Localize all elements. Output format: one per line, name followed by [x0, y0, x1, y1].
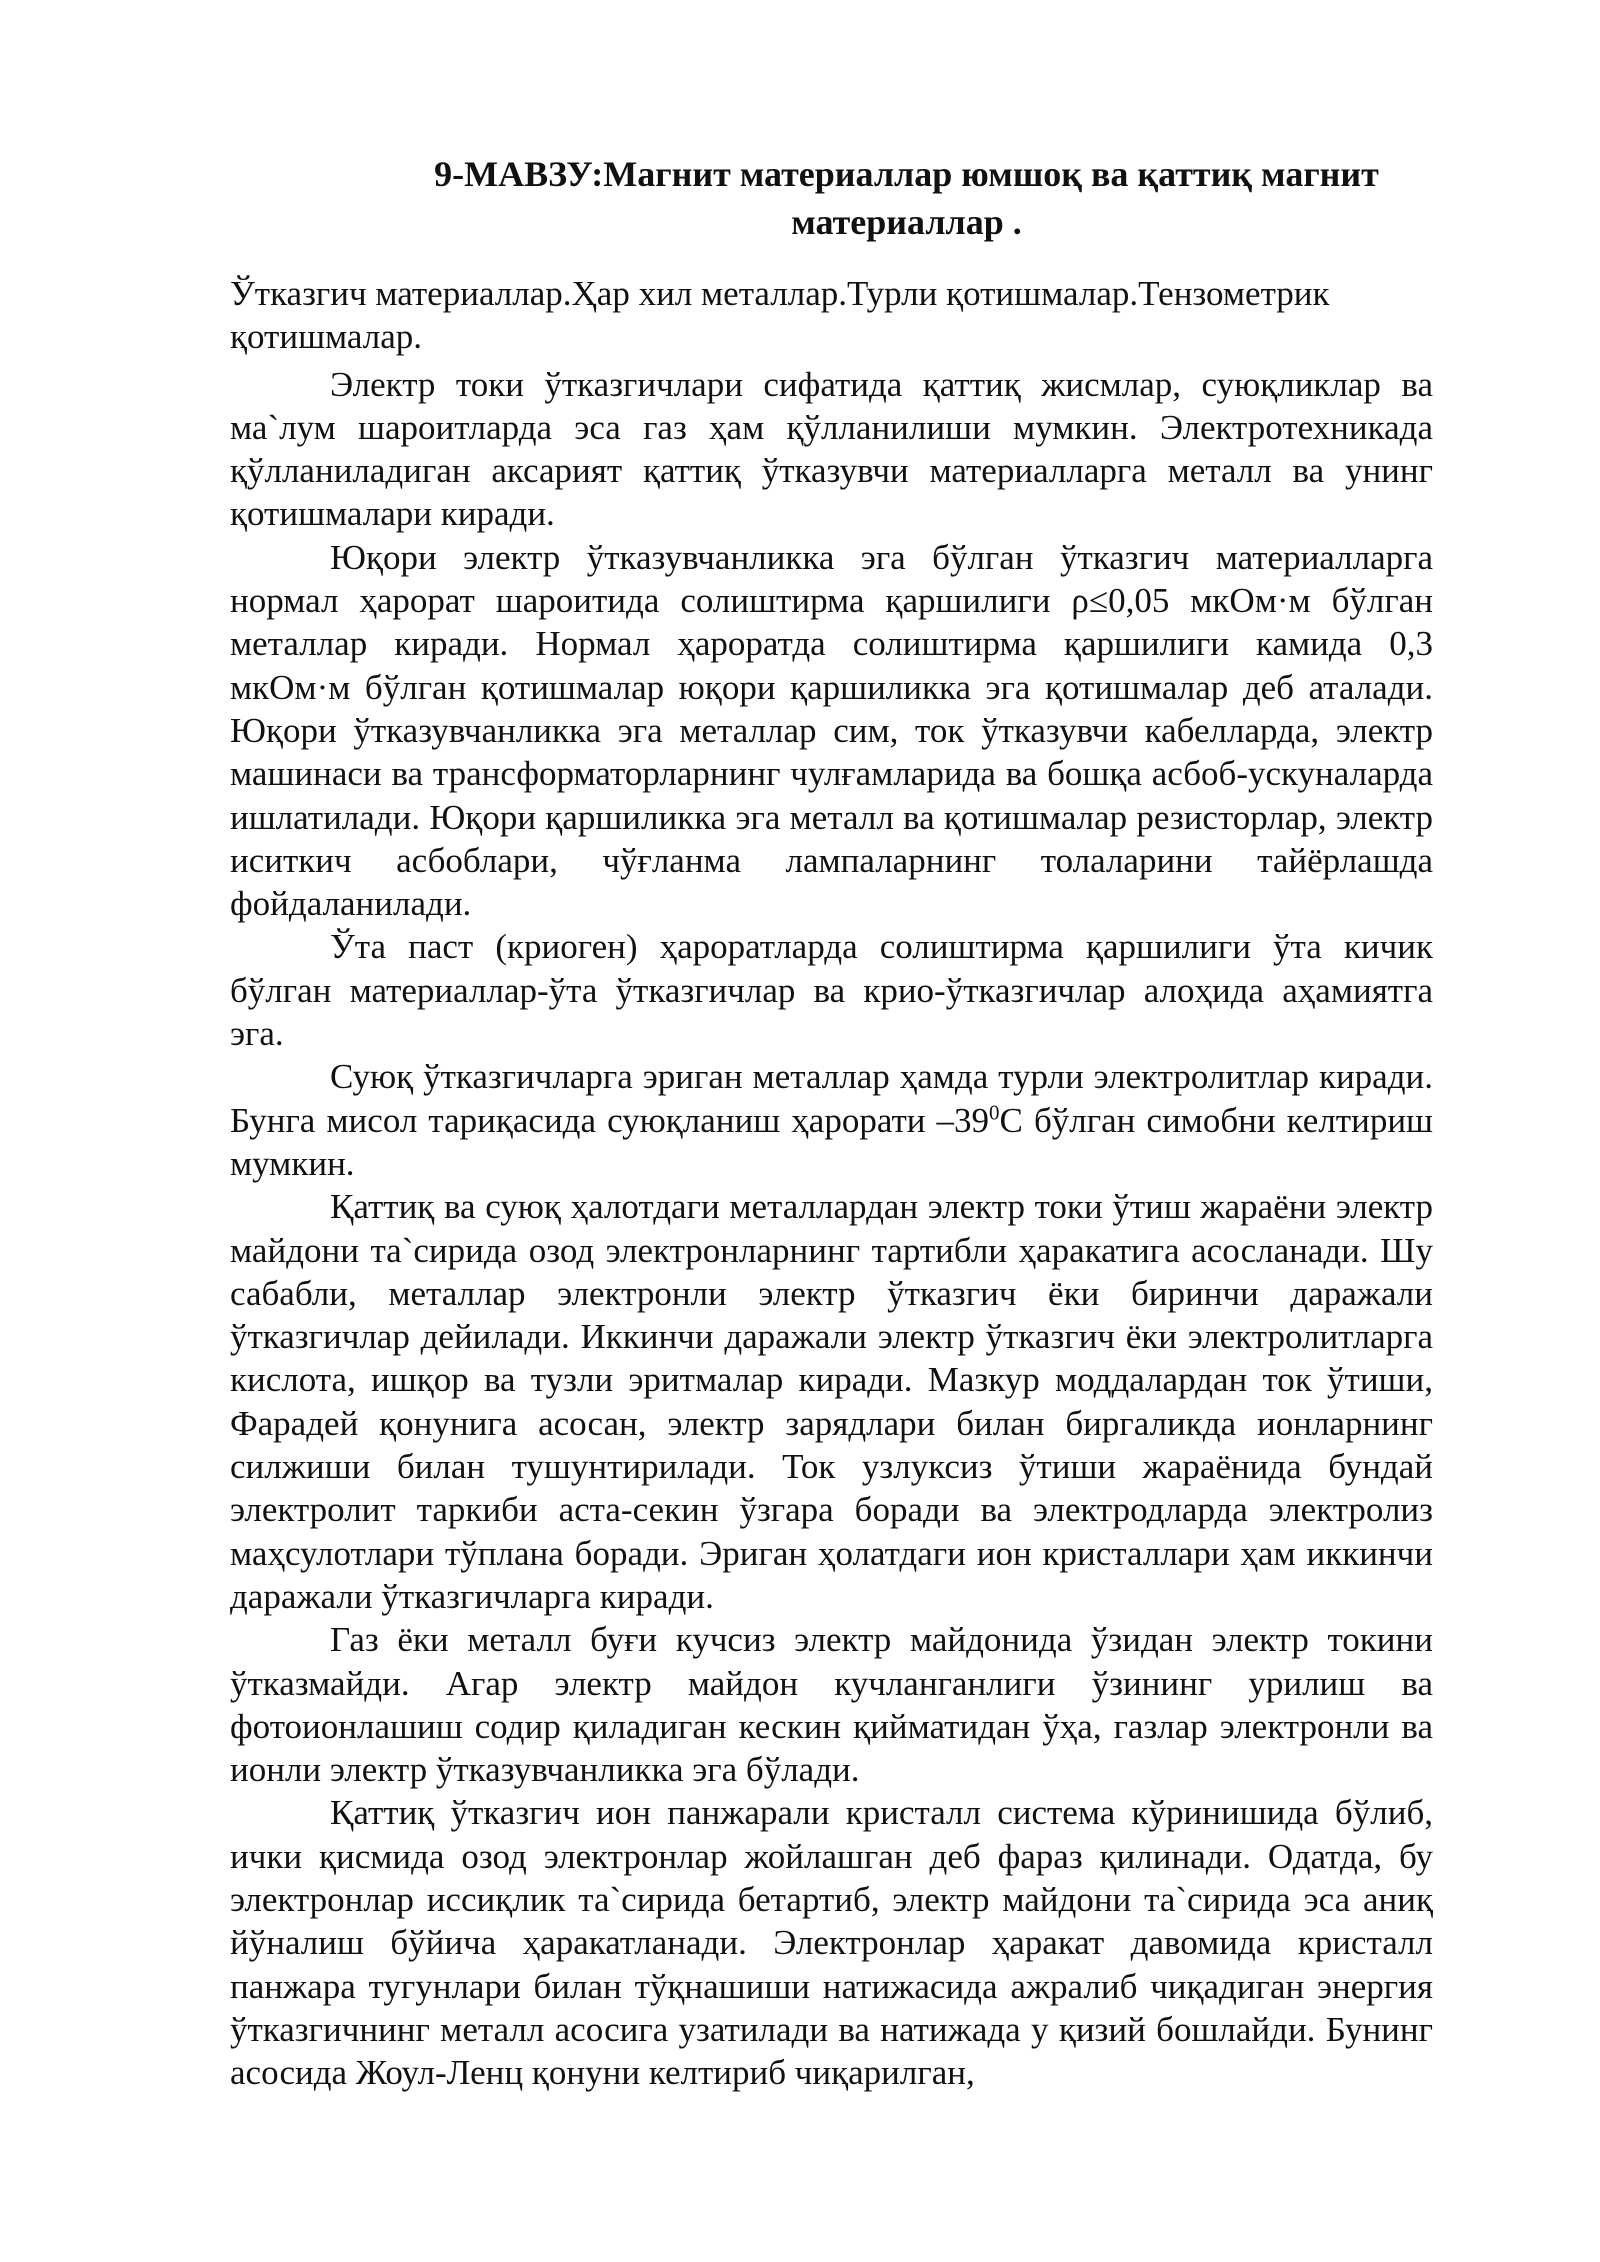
degree-superscript: 0	[989, 1099, 1000, 1124]
paragraph-1: Электр токи ўтказгичлари сифатида қаттиқ жисмлар, суюқликлар ва ма`лум шароитларда эса газ ҳам қўлланилиши мумкин. Электротехникада қўлланиладиган аксарият қаттиқ ўтказувчи материалларга металл ва унинг қотишмалари киради.	[230, 364, 1433, 534]
paragraph-4	[230, 1055, 1433, 1185]
paragraph-2: Юқори электр ўтказувчанликка эга бўлган ўтказгич материалларга нормал ҳарорат шароитида солиштирма қаршилиги ρ≤0,05 мкОм·м бўлган металлар киради. Нормал ҳароратда солиштирма қаршилиги камида 0,3 мкОм·м бўлган қотишмалар юқори қаршиликка эга қотишмалар деб аталади. Юқори ўтказувчанликка эга металлар сим, ток ўтказувчи кабелларда, электр машинаси ва трансформаторларнинг чулғамларида ва бошқа асбоб-ускуналарда ишлатилади. Юқори қаршиликка эга металл ва қотишмалар резисторлар, электр иситкич асбоблари, чўғланма лампаларнинг толаларини тайёрлашда фойдаланилади.	[230, 537, 1433, 924]
title-line-1: 9-МАВЗУ:Магнит материаллар юмшоқ ва қаттиқ магнит	[434, 154, 1379, 194]
paragraph-6: Газ ёки металл буғи кучсиз электр майдонида ўзидан электр токини ўтказмайди. Агар электр майдон кучланганлиги ўзининг урилиш ва фотоионлашиш содир қиладиган кескин қийматидан ўҳа, газлар электронли ва ионли электр ўтказувчанликка эга бўлади.	[230, 1620, 1433, 1790]
paragraph-3: Ўта паст (криоген) ҳароратларда солиштирма қаршилиги ўта кичик бўлган материаллар-ўта ўтказгичлар ва крио-ўтказгичлар алоҳида аҳамиятга эга.	[230, 927, 1433, 1054]
paragraph-4-text-b: С бўлган симобни келтириш мумкин.	[230, 1100, 1433, 1183]
page-title	[380, 150, 1433, 246]
paragraph-5: Қаттиқ ва суюқ ҳалотдаги металлардан электр токи ўтиш жараёни электр майдони та`сирида озод электронларнинг тартибли ҳаракатига асосланади. Шу сабабли, металлар электронли электр ўтказгич ёки биринчи даражали ўтказгичлар дейилади. Иккинчи даражали электр ўтказгич ёки электролитларга кислота, ишқор ва тузли эритмалар киради. Мазкур моддалардан ток ўтиши, Фарадей қонунига асосан, электр зарядлари билан биргаликда ионларнинг силжиши билан тушунтирилади. Ток узлуксиз ўтиши жараёнида бундай электролит таркиби аста-секин ўзгара боради ва электродларда электролиз маҳсулотлари тўплана боради. Эриган ҳолатдаги ион кристаллари ҳам иккинчи даражали ўтказгичларга киради.	[230, 1187, 1433, 1616]
paragraph-4-text-a: Суюқ ўтказгичларга эриган металлар ҳамда турли электролитлар киради. Бунга мисол тариқасида суюқланиш ҳарорати –39	[230, 1057, 1433, 1140]
title-line-2: материаллар .	[791, 202, 1022, 242]
subtitle-paragraph: Ўтказгич материаллар.Ҳар хил металлар.Турли қотишмалар.Тензометрик қотишмалар.	[230, 274, 1330, 357]
paragraph-7: Қаттиқ ўтказгич ион панжарали кристалл система кўринишида бўлиб, ички қисмида озод электронлар жойлашган деб фараз қилинади. Одатда, бу электронлар иссиқлик та`сирида бетартиб, электр майдони та`сирида эса аниқ йўналиш бўйича ҳаракатланади. Электронлар ҳаракат давомида кристалл панжара тугунлари билан тўқнашиши натижасида ажралиб чиқадиган энергия ўтказгичнинг металл асосига узатилади ва натижада у қизий бошлайди. Бунинг асосида Жоул-Ленц қонуни келтириб чиқарилган,	[230, 1793, 1433, 2093]
